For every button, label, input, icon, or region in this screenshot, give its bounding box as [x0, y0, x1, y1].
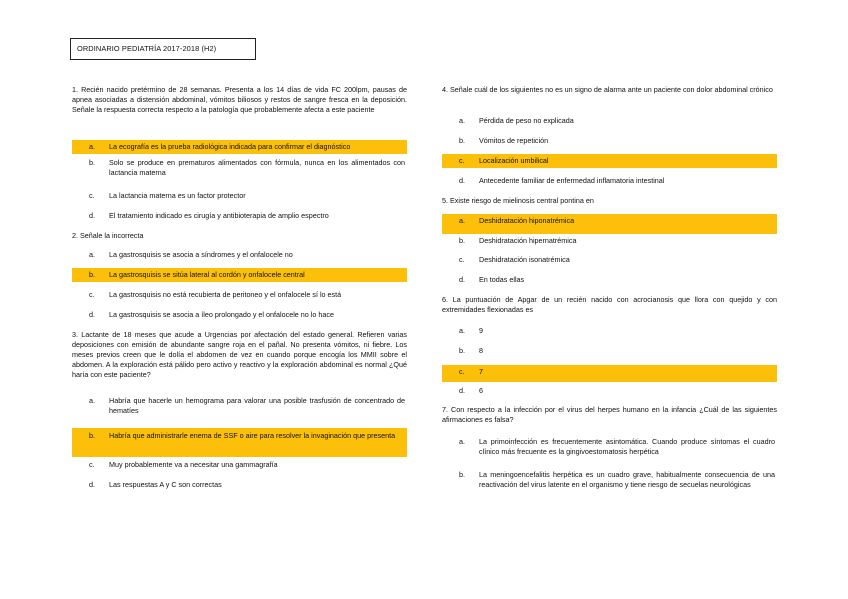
option-letter: c. [459, 367, 465, 376]
option-text: 9 [479, 326, 483, 335]
option-row [72, 396, 407, 418]
option-row [442, 116, 777, 128]
option-text: Deshidratación isonatrémica [479, 255, 570, 264]
option-letter: a. [89, 142, 95, 151]
option-row [442, 275, 777, 287]
option-letter: b. [89, 431, 95, 440]
option-letter: c. [89, 460, 95, 469]
option-text: En todas ellas [479, 275, 525, 284]
option-row [442, 437, 777, 459]
option-row [72, 460, 407, 472]
option-row [442, 214, 777, 234]
option-text: 6 [479, 386, 483, 395]
option-letter: b. [459, 136, 465, 145]
option-row [72, 268, 407, 282]
option-text: 7 [479, 367, 483, 376]
option-letter: d. [459, 386, 465, 395]
exam-title: ORDINARIO PEDIATRÍA 2017-2018 (H2) [70, 38, 256, 60]
option-text: Deshidratación hipernatrémica [479, 236, 577, 245]
option-text: Muy probablemente va a necesitar una gammagrafía [109, 460, 278, 469]
option-letter: b. [459, 236, 465, 245]
option-letter: d. [89, 211, 95, 220]
option-letter: c. [459, 255, 465, 264]
option-text: Localización umbilical [479, 156, 549, 165]
option-row [72, 428, 407, 457]
option-letter: a. [459, 437, 465, 446]
question-text: 5. Existe riesgo de mielinosis central pontina en [442, 196, 594, 205]
option-row [72, 310, 407, 322]
option-text: Las respuestas A y C son correctas [109, 480, 222, 489]
option-text: La lactancia materna es un factor protector [109, 191, 246, 200]
option-text: Solo se produce en prematuros alimentados con fórmula, nunca en los alimentados con lactancia materna [109, 158, 405, 177]
option-letter: d. [89, 310, 95, 319]
option-row [72, 250, 407, 262]
option-text: Pérdida de peso no explicada [479, 116, 574, 125]
option-row [72, 140, 407, 154]
option-text: La ecografía es la prueba radiológica indicada para confirmar el diagnóstico [109, 142, 351, 151]
option-row [442, 176, 777, 188]
option-letter: b. [89, 270, 95, 279]
option-text: El tratamiento indicado es cirugía y antibioterapia de amplio espectro [109, 211, 329, 220]
option-letter: c. [89, 290, 95, 299]
option-row [442, 236, 777, 248]
option-row [442, 470, 777, 502]
option-row [72, 211, 407, 223]
option-row [72, 290, 407, 302]
question-text: 3. Lactante de 18 meses que acude a Urgencias por afectación del estado general. Refieren varias deposiciones con emisión de abundante sangre roja en el pañal. No presenta vómitos, ni fiebre. Los meses previos creen que le dolía el abdomen de vez en cuando porque encogía los MMII sobre el abdomen. A la exploración está pálido pero activo y reactivo y la exploración abdominal es normal ¿Qué haría con este paciente? [72, 330, 407, 379]
option-text: 8 [479, 346, 483, 355]
option-letter: b. [89, 158, 95, 167]
option-row [72, 191, 407, 203]
option-letter: a. [459, 216, 465, 225]
question-text: 1. Recién nacido pretérmino de 28 semanas. Presenta a los 14 días de vida FC 200lpm, pausas de apnea asociadas a distensión abdominal, vómitos biliosos y restos de sangre fresca en la deposición. Señale la respuesta correcta respecto a la patología que probablemente afecta a este paciente [72, 85, 407, 114]
option-text: La gastrosquisis se asocia a íleo prolongado y el onfalocele no lo hace [109, 310, 334, 319]
option-letter: a. [459, 326, 465, 335]
option-letter: a. [89, 396, 95, 405]
option-letter: b. [459, 470, 465, 479]
question-text: 7. Con respecto a la infección por el virus del herpes humano en la infancia ¿Cuál de las siguientes afirmaciones es falsa? [442, 405, 777, 424]
option-text: Habría que hacerle un hemograma para valorar una posible trasfusión de concentrado de hematíes [109, 396, 405, 415]
question-text: 6. La puntuación de Apgar de un recién nacido con acrocianosis que llora con quejido y con extremidades flexionadas es [442, 295, 777, 314]
option-row [442, 365, 777, 382]
option-text: Habría que administrarle enema de SSF o aire para resolver la invaginación que presenta [109, 431, 396, 440]
option-letter: a. [89, 250, 95, 259]
option-row [72, 480, 407, 492]
option-text: La gastrosquisis no está recubierta de peritoneo y el onfalocele sí lo está [109, 290, 342, 299]
option-text: La gastrosquisis se sitúa lateral al cordón y onfalocele central [109, 270, 305, 279]
option-row [72, 158, 407, 180]
option-text: La primoinfección es frecuentemente asintomática. Cuando produce síntomas el cuadro clínico más frecuente es la gingivoestomatosis herpética [479, 437, 775, 456]
option-text: Antecedente familiar de enfermedad inflamatoria intestinal [479, 176, 665, 185]
option-text: La gastrosquisis se asocia a síndromes y el onfalocele no [109, 250, 293, 259]
option-letter: d. [459, 275, 465, 284]
option-row [442, 346, 777, 358]
option-text: Deshidratación hiponatrémica [479, 216, 575, 225]
option-text: La meningoencefalitis herpética es un cuadro grave, habitualmente consecuencia de una reactivación del virus latente en el organismo y tiene riesgo de secuelas neurológicas [479, 470, 775, 489]
option-letter: c. [89, 191, 95, 200]
question-text: 4. Señale cuál de los siguientes no es un signo de alarma ante un paciente con dolor abdominal crónico [442, 85, 773, 94]
option-letter: d. [459, 176, 465, 185]
question-text: 2. Señale la incorrecta [72, 231, 144, 240]
option-text: Vómitos de repetición [479, 136, 549, 145]
option-letter: b. [459, 346, 465, 355]
option-row [442, 255, 777, 267]
option-letter: a. [459, 116, 465, 125]
option-row [442, 326, 777, 338]
option-row [442, 386, 777, 398]
option-row [442, 154, 777, 168]
option-letter: c. [459, 156, 465, 165]
option-letter: d. [89, 480, 95, 489]
option-row [442, 136, 777, 148]
